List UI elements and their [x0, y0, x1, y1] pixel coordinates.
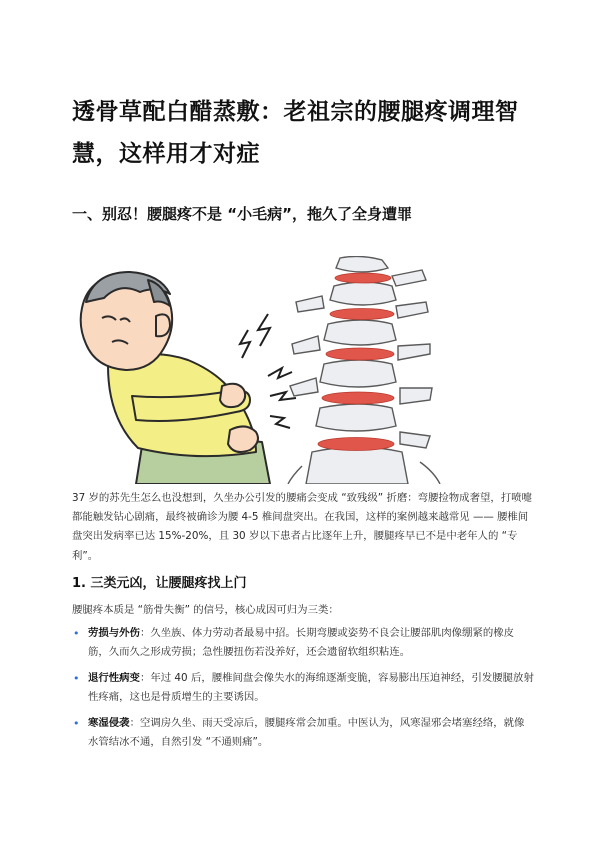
- cause-description: ：年过 40 后，腰椎间盘会像失水的海绵逐渐变脆，容易膨出压迫神经，引发腰腿放射性疼痛，这也是骨质增生的主要诱因。: [88, 671, 534, 704]
- list-item: [72, 624, 534, 663]
- causes-intro: 腰腿疼本质是 “筋骨失衡” 的信号，核心成因可归为三类：: [72, 604, 339, 616]
- cause-description: ：久坐族、体力劳动者最易中招。长期弯腰或姿势不良会让腰部肌肉像绷紧的橡皮筋，久而久之形成劳损；急性腰扭伤若没养好，还会遗留软组织粘连。: [88, 627, 515, 659]
- man-figure: [81, 272, 270, 484]
- cause-description: ：空调房久坐、雨天受凉后，腰腿疼常会加重。中医认为，风寒湿邪会堵塞经络，就像水管结冰不通，自然引发 “不通则痛”。: [88, 716, 525, 749]
- cause-term: 寒湿侵袭: [88, 716, 130, 729]
- list-item: [72, 669, 534, 708]
- page-title: 透骨草配白醋蒸敷：老祖宗的腰腿疼调理智慧，这样用才对症: [72, 99, 519, 167]
- cause-term: 退行性病变: [88, 671, 140, 684]
- back-pain-illustration: [72, 256, 444, 484]
- section-heading: 一、别忍！腰腿疼不是 “小毛病”，拖久了全身遭罪: [72, 205, 412, 223]
- bullet-dot-icon: •: [73, 671, 80, 685]
- bullet-dot-icon: •: [73, 716, 80, 730]
- subheading-causes: 1. 三类元凶，让腰腿疼找上门: [72, 576, 247, 591]
- causes-list: [72, 624, 534, 758]
- pain-marks: [240, 314, 296, 428]
- bullet-dot-icon: •: [73, 627, 80, 640]
- list-item: [72, 714, 534, 753]
- case-paragraph: 37 岁的苏先生怎么也没想到，久坐办公引发的腰痛会变成 “致残级” 折磨：弯腰捡物成奢望，打喷嚏都能触发钻心剧痛，最终被确诊为腰 4-5 椎间盘突出。在我国，这样的案例越来越常见 —— 腰椎间盘突出发病率已达 15%-20%，且 30 岁以下患者占比逐年上升，腰腿疼早已不是中老年人的 “专利”。: [72, 492, 532, 562]
- cause-term: 劳损与外伤: [88, 627, 140, 639]
- illustration-svg: [72, 256, 444, 484]
